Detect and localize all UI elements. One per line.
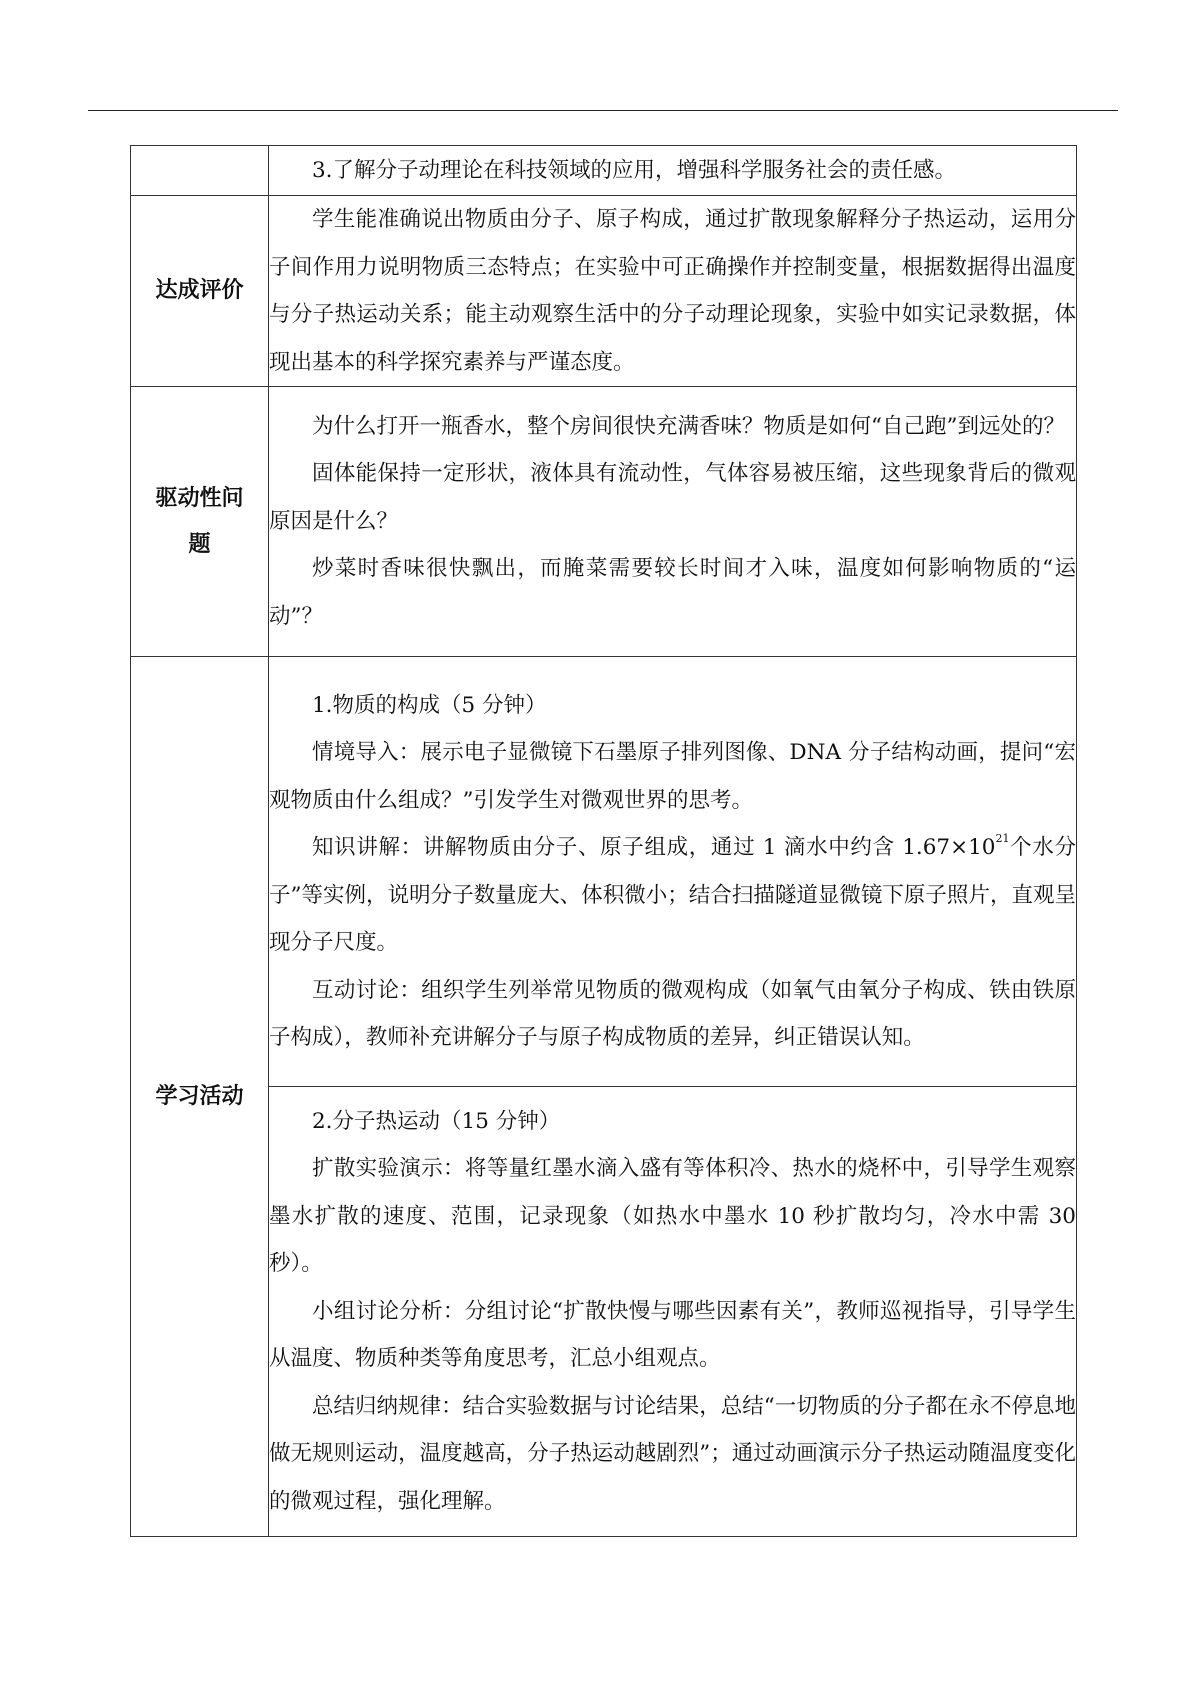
section-heading: 1.物质的构成（5 分钟）: [312, 692, 547, 718]
row-label-evaluation: 达成评价: [131, 196, 269, 387]
evaluation-paragraph: 学生能准确说出物质由分子、原子构成，通过扩散现象解释分子热运动，运用分子间作用力说明物质三态特点；在实验中可正确操作并控制变量，根据数据得出温度与分子热运动关系；能主动观察生活中的分子动理论现象，实验中如实记录数据，体现出基本的科学探究素养与严谨态度。: [269, 207, 1076, 375]
row-label-driving-question: [131, 387, 269, 657]
row-content-evaluation: [269, 196, 1077, 387]
activity-paragraph: 互动讨论：组织学生列举常见物质的微观构成（如氧气由氧分子构成、铁由铁原子构成），教师补充讲解分子与原子构成物质的差异，纠正错误认知。: [269, 977, 1076, 1050]
table-row: [131, 146, 1077, 196]
activity-paragraph: 情境导入：展示电子显微镜下石墨原子排列图像、DNA 分子结构动画，提问“宏观物质由什么组成？”引发学生对微观世界的思考。: [269, 740, 1076, 813]
activity-paragraph: 扩散实验演示：将等量红墨水滴入盛有等体积冷、热水的烧杯中，引导学生观察墨水扩散的速度、范围，记录现象（如热水中墨水 10 秒扩散均匀，冷水中需 30 秒）。: [269, 1156, 1076, 1277]
header-rule: [88, 110, 1118, 111]
section-heading: 2.分子热运动（15 分钟）: [312, 1108, 561, 1134]
driving-question-label-line1: 驱动性问: [155, 485, 244, 511]
activity-paragraph: 总结归纳规律：结合实验数据与讨论结果，总结“一切物质的分子都在永不停息地做无规则运动，温度越高，分子热运动越剧烈”；通过动画演示分子热运动随温度变化的微观过程，强化理解。: [269, 1393, 1076, 1514]
driving-question-label-line2: 题: [188, 531, 211, 557]
row-content-driving-question: [269, 387, 1077, 657]
driving-question-paragraph: 炒菜时香味很快飘出，而腌菜需要较长时间才入味，温度如何影响物质的“运动”？: [269, 556, 1076, 629]
row-label-learning-activity: 学习活动: [131, 657, 269, 1537]
objective-paragraph: 3.了解分子动理论在科技领域的应用，增强科学服务社会的责任感。: [312, 157, 957, 183]
table-row: [131, 1087, 1077, 1537]
activity-section-thermal-motion: [269, 1087, 1077, 1537]
row-content-objective: [269, 146, 1077, 196]
row-label-empty: [131, 146, 269, 196]
driving-question-paragraph: 固体能保持一定形状，液体具有流动性，气体容易被压缩，这些现象背后的微观原因是什么？: [269, 461, 1076, 534]
driving-question-paragraph: 为什么打开一瓶香水，整个房间很快充满香味？物质是如何“自己跑”到远处的？: [312, 413, 1065, 439]
lesson-plan-table: [130, 145, 1077, 1537]
activity-paragraph: 小组讨论分析：分组讨论“扩散快慢与哪些因素有关”，教师巡视指导，引导学生从温度、物质种类等角度思考，汇总小组观点。: [269, 1298, 1076, 1372]
activity-paragraph: [269, 824, 1076, 967]
paragraph-text: 个水分子”等实例，说明分子数量庞大、体积微小；结合扫描隧道显微镜下原子照片，直观呈现分子尺度。: [269, 835, 1076, 955]
table-row: [131, 387, 1077, 657]
table-row: [131, 196, 1077, 387]
paragraph-text: 知识讲解：讲解物质由分子、原子组成，通过 1 滴水中约含 1.67×10: [312, 835, 996, 860]
activity-section-composition: [269, 657, 1077, 1087]
table-row: [131, 657, 1077, 1087]
exponent: 21: [995, 832, 1010, 845]
